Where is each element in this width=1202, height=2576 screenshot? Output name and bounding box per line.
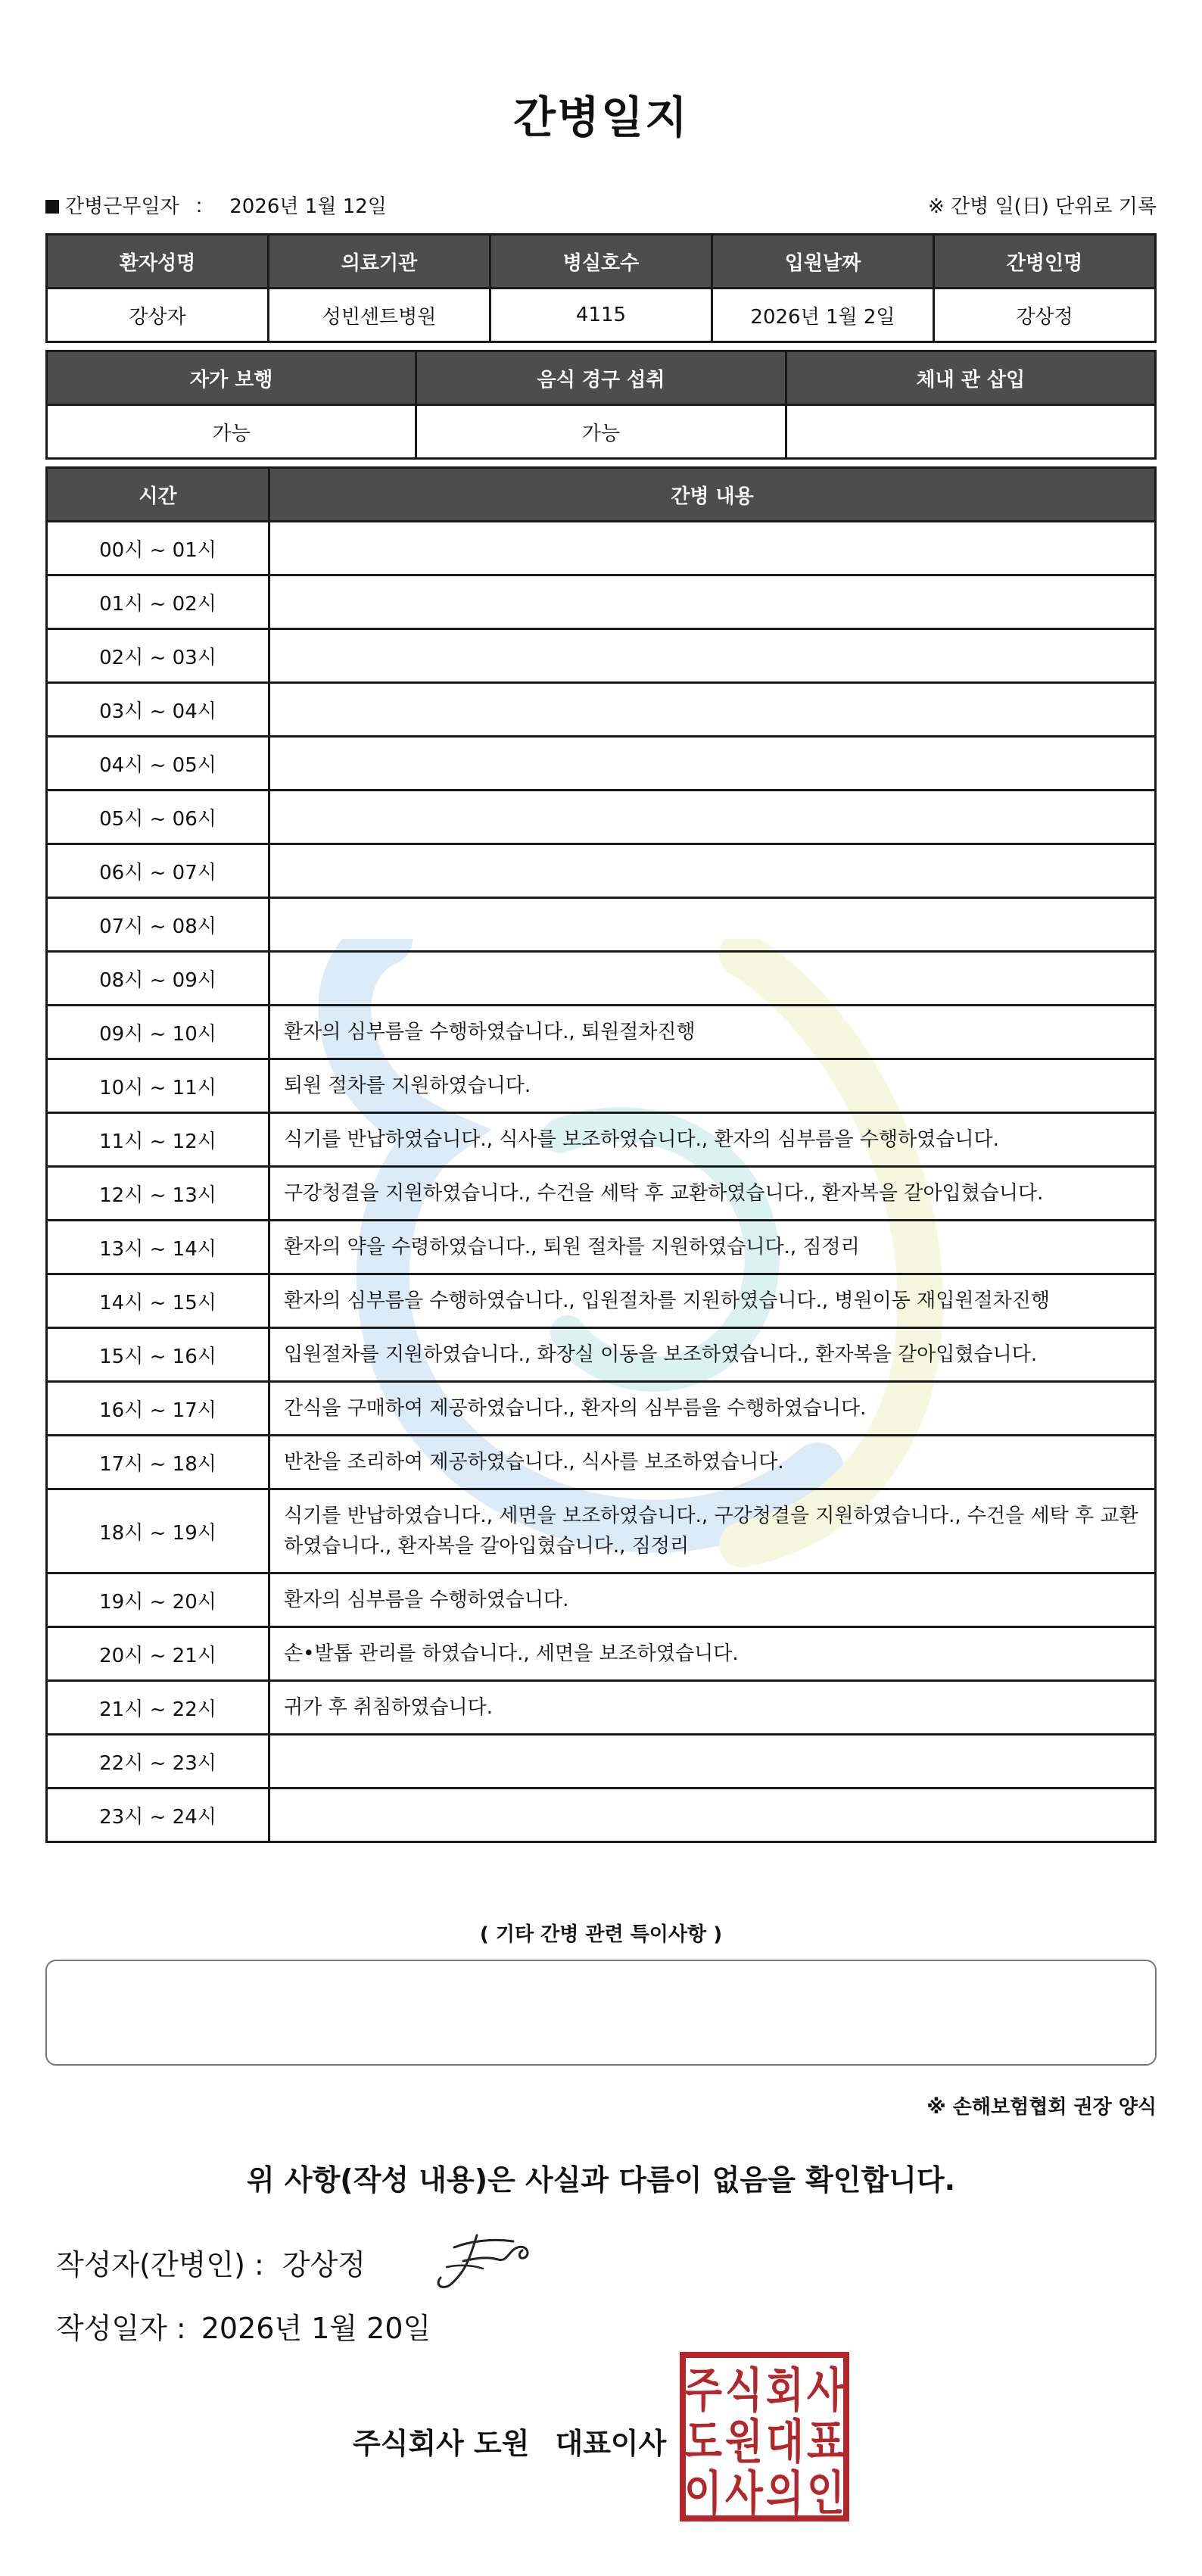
table-row xyxy=(47,1382,1156,1436)
seal-glyph: 표 xyxy=(807,2414,845,2469)
time-cell: 07시 ~ 08시 xyxy=(47,898,269,952)
content-cell: 환자의 심부름을 수행하였습니다., 입원절차를 지원하였습니다., 병원이동 재입원절차진행 xyxy=(269,1274,1156,1328)
content-cell: 환자의 심부름을 수행하였습니다. xyxy=(269,1573,1156,1627)
time-cell: 18시 ~ 19시 xyxy=(47,1489,269,1573)
time-cell: 02시 ~ 03시 xyxy=(47,629,269,683)
write-date-line xyxy=(56,2305,431,2347)
header-oral-intake: 음식 경구 섭취 xyxy=(416,351,786,405)
square-bullet-icon xyxy=(45,200,59,214)
seal-glyph: 사 xyxy=(807,2362,845,2418)
patient-info-header-row xyxy=(47,235,1156,288)
admission-date: 2026년 1월 2일 xyxy=(712,288,934,342)
table-row xyxy=(47,1436,1156,1489)
header-room-number: 병실호수 xyxy=(490,235,712,288)
content-cell: 입원절차를 지원하였습니다., 화장실 이동을 보조하였습니다., 환자복을 갈아입혔습니다. xyxy=(269,1328,1156,1382)
header-hospital: 의료기관 xyxy=(269,235,490,288)
content-cell: 간식을 구매하여 제공하였습니다., 환자의 심부름을 수행하였습니다. xyxy=(269,1382,1156,1436)
time-cell: 17시 ~ 18시 xyxy=(47,1436,269,1489)
table-row xyxy=(47,683,1156,737)
table-row xyxy=(47,1113,1156,1167)
table-row xyxy=(47,791,1156,844)
table-row xyxy=(47,1221,1156,1274)
header-admission-date: 입원날짜 xyxy=(712,235,934,288)
seal-glyph: 이 xyxy=(684,2465,722,2521)
care-log-header-row xyxy=(47,468,1156,522)
time-cell: 16시 ~ 17시 xyxy=(47,1382,269,1436)
time-cell: 10시 ~ 11시 xyxy=(47,1059,269,1113)
header-care-content: 간병 내용 xyxy=(269,468,1156,522)
table-row xyxy=(47,575,1156,629)
oral-intake-value: 가능 xyxy=(416,405,786,459)
work-date-label: 간병근무일자 xyxy=(65,195,179,218)
time-cell: 13시 ~ 14시 xyxy=(47,1221,269,1274)
time-cell: 05시 ~ 06시 xyxy=(47,791,269,844)
time-cell: 11시 ~ 12시 xyxy=(47,1113,269,1167)
time-cell: 21시 ~ 22시 xyxy=(47,1681,269,1735)
work-date xyxy=(45,191,387,219)
table-row xyxy=(47,522,1156,575)
content-cell: 식기를 반납하였습니다., 세면을 보조하였습니다., 구강청결을 지원하였습니다., 수건을 세탁 후 교환하였습니다., 환자복을 갈아입혔습니다., 짐정리 xyxy=(269,1489,1156,1573)
time-cell: 20시 ~ 21시 xyxy=(47,1627,269,1681)
company-ceo: 대표이사 xyxy=(555,2427,667,2460)
time-cell: 14시 ~ 15시 xyxy=(47,1274,269,1328)
content-cell: 환자의 약을 수령하였습니다., 퇴원 절차를 지원하였습니다., 짐정리 xyxy=(269,1221,1156,1274)
company-seal-icon xyxy=(678,2350,851,2523)
content-cell: 손•발톱 관리를 하였습니다., 세면을 보조하였습니다. xyxy=(269,1627,1156,1681)
table-row xyxy=(47,1681,1156,1735)
content-cell xyxy=(269,629,1156,683)
room-number: 4115 xyxy=(490,288,712,342)
confirmation-statement: 위 사항(작성 내용)은 사실과 다름이 없음을 확인합니다. xyxy=(246,2163,956,2197)
patient-name: 강상자 xyxy=(47,288,269,342)
seal-glyph: 도 xyxy=(684,2414,723,2469)
seal-glyph: 주 xyxy=(684,2362,723,2418)
table-row xyxy=(47,1489,1156,1573)
time-cell: 00시 ~ 01시 xyxy=(47,522,269,575)
table-row xyxy=(47,1573,1156,1627)
tube-insertion-value xyxy=(786,405,1155,459)
seal-glyph: 식 xyxy=(725,2362,763,2418)
content-cell: 환자의 심부름을 수행하였습니다., 퇴원절차진행 xyxy=(269,1006,1156,1059)
content-cell: 반찬을 조리하여 제공하였습니다., 식사를 보조하였습니다. xyxy=(269,1436,1156,1489)
patient-status-table xyxy=(45,350,1157,460)
seal-glyph: 사 xyxy=(725,2465,764,2521)
time-cell: 23시 ~ 24시 xyxy=(47,1789,269,1842)
time-cell: 22시 ~ 23시 xyxy=(47,1735,269,1789)
content-cell xyxy=(269,844,1156,898)
care-log-table xyxy=(45,466,1157,1843)
table-row xyxy=(47,629,1156,683)
time-cell: 04시 ~ 05시 xyxy=(47,737,269,791)
table-row xyxy=(47,1274,1156,1328)
seal-glyph: 의 xyxy=(766,2465,804,2521)
content-cell: 구강청결을 지원하였습니다., 수건을 세탁 후 교환하였습니다., 환자복을 갈아입혔습니다. xyxy=(269,1167,1156,1221)
self-walking-value: 가능 xyxy=(47,405,416,459)
header-tube-insertion: 체내 관 삽입 xyxy=(786,351,1155,405)
content-cell xyxy=(269,737,1156,791)
work-date-value: 2026년 1월 12일 xyxy=(229,195,387,218)
table-row xyxy=(47,1627,1156,1681)
patient-status-header-row xyxy=(47,351,1156,405)
content-cell: 식기를 반납하였습니다., 식사를 보조하였습니다., 환자의 심부름을 수행하였습니다. xyxy=(269,1113,1156,1167)
table-row xyxy=(47,1059,1156,1113)
time-cell: 19시 ~ 20시 xyxy=(47,1573,269,1627)
seal-glyph: 회 xyxy=(766,2362,804,2418)
header-time: 시간 xyxy=(47,468,269,522)
content-cell xyxy=(269,791,1156,844)
content-cell: 귀가 후 취침하였습니다. xyxy=(269,1681,1156,1735)
write-date-label: 작성일자 : xyxy=(56,2312,186,2345)
time-cell: 08시 ~ 09시 xyxy=(47,952,269,1006)
table-row xyxy=(47,844,1156,898)
content-cell xyxy=(269,522,1156,575)
time-cell: 09시 ~ 10시 xyxy=(47,1006,269,1059)
table-row xyxy=(47,1167,1156,1221)
caregiver-name: 강상정 xyxy=(934,288,1156,342)
notes-box xyxy=(45,1960,1157,2066)
company-name: 주식회사 도원 xyxy=(353,2427,530,2460)
header-caregiver-name: 간병인명 xyxy=(934,235,1156,288)
seal-glyph: 인 xyxy=(807,2465,845,2521)
table-row xyxy=(47,1328,1156,1382)
table-row xyxy=(47,1006,1156,1059)
content-cell xyxy=(269,898,1156,952)
time-cell: 15시 ~ 16시 xyxy=(47,1328,269,1382)
form-note: ※ 손해보험협회 권장 양식 xyxy=(926,2096,1157,2119)
header-patient-name: 환자성명 xyxy=(47,235,269,288)
patient-info-value-row xyxy=(47,288,1156,342)
table-row xyxy=(47,1789,1156,1842)
write-date-value: 2026년 1월 20일 xyxy=(201,2312,431,2345)
author-name: 강상정 xyxy=(282,2248,366,2281)
table-row xyxy=(47,952,1156,1006)
patient-info-table xyxy=(45,233,1157,343)
seal-glyph: 원 xyxy=(725,2414,763,2469)
author-line xyxy=(56,2241,366,2283)
header-self-walking: 자가 보행 xyxy=(47,351,416,405)
content-cell xyxy=(269,683,1156,737)
content-cell xyxy=(269,1735,1156,1789)
hospital-name: 성빈센트병원 xyxy=(269,288,490,342)
time-cell: 12시 ~ 13시 xyxy=(47,1167,269,1221)
time-cell: 01시 ~ 02시 xyxy=(47,575,269,629)
content-cell xyxy=(269,575,1156,629)
content-cell xyxy=(269,952,1156,1006)
content-cell: 퇴원 절차를 지원하였습니다. xyxy=(269,1059,1156,1113)
time-cell: 06시 ~ 07시 xyxy=(47,844,269,898)
table-row xyxy=(47,737,1156,791)
content-cell xyxy=(269,1789,1156,1842)
record-note: ※ 간병 일(日) 단위로 기록 xyxy=(927,195,1157,218)
notes-section-title: ( 기타 간병 관련 특이사항 ) xyxy=(479,1923,723,1946)
table-row xyxy=(47,1735,1156,1789)
signature-icon xyxy=(424,2225,537,2294)
author-label: 작성자(간병인) : xyxy=(56,2248,264,2281)
work-date-separator: ： xyxy=(194,195,214,218)
page-title: 간병일지 xyxy=(512,92,690,143)
time-cell: 03시 ~ 04시 xyxy=(47,683,269,737)
table-row xyxy=(47,898,1156,952)
seal-glyph: 대 xyxy=(766,2414,804,2469)
patient-status-value-row xyxy=(47,405,1156,459)
company-line xyxy=(353,2420,666,2462)
